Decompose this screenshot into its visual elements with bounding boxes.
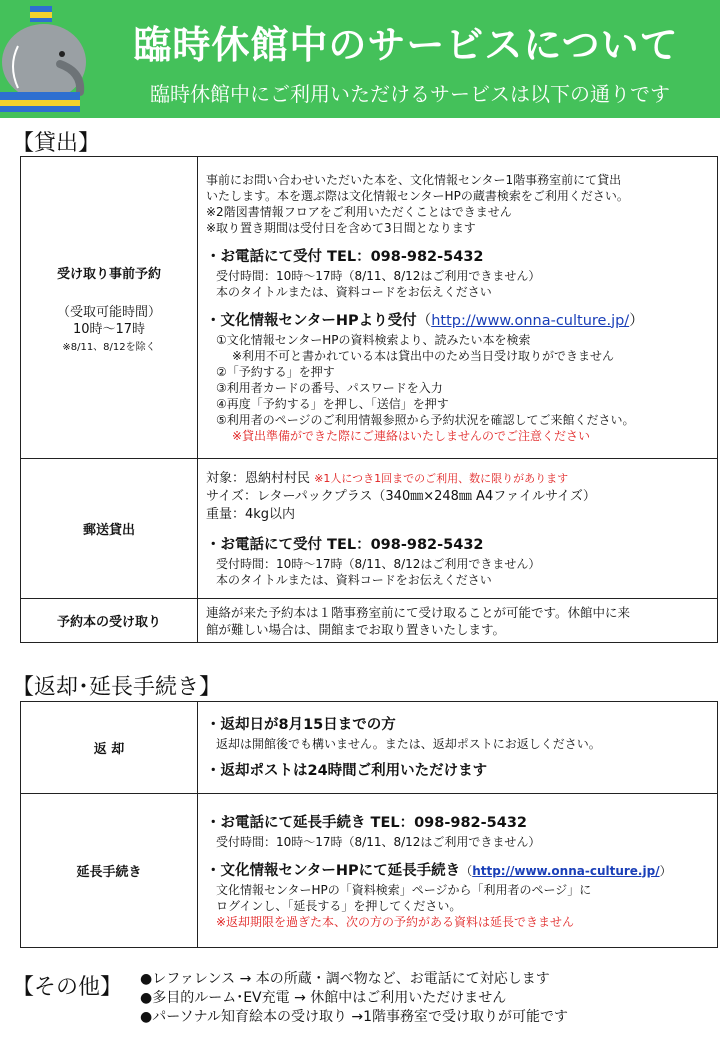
pickup-text: 連絡が来た予約本は１階事務室前にて受け取ることが可能です。休館中に来	[206, 604, 631, 620]
mail-target-text: 対象：恩納村村民	[206, 470, 311, 486]
return-title: ・返却日が8月15日までの方	[206, 716, 396, 733]
header-banner	[0, 0, 720, 118]
reserve-step: ⑤利用者のページのご利用情報参照から予約状況を確認してご来館ください。	[216, 412, 635, 427]
reserve-phone-hours: 受付時間：10時～17時（8/11、8/12はご利用できません）	[216, 268, 541, 283]
table-row	[21, 702, 718, 794]
paren: ）	[659, 863, 672, 878]
reserve-step: ③利用者カードの番号、パスワードを入力	[216, 380, 443, 395]
list-item: ●パーソナル知育絵本の受け取り →1階事務室で受け取りが可能です	[140, 1009, 569, 1025]
paren: （	[416, 312, 432, 329]
paren: （	[460, 863, 473, 878]
reserve-hp-title	[206, 310, 711, 332]
table-row	[21, 794, 718, 948]
lending-table	[20, 156, 718, 643]
extend-hp-title-text: ・文化情報センターHPにて延長手続き	[206, 862, 461, 879]
return-text: 返却は開館後でも構いません。または、返却ポストにお返しください。	[216, 736, 601, 751]
pickup-content-cell	[198, 599, 718, 643]
mail-label-cell	[21, 459, 198, 599]
reserve-intro-line: ※2階図書情報フロアをご利用いただくことはできません	[206, 204, 512, 219]
extend-hp-title	[206, 860, 711, 882]
extend-phone-title: ・お電話にて延長手続き TEL：098-982-5432	[206, 814, 528, 831]
reserve-step-note: ※利用不可と書かれている本は貸出中のため当日受け取りができません	[232, 348, 615, 363]
list-item: ●レファレンス → 本の所蔵・調べ物など、お電話にて対応します	[140, 971, 550, 987]
pickup-text: 館が難しい場合は、開館までお取り置きいたします。	[206, 621, 506, 637]
extend-hp-text: 文化情報センターHPの「資料検索」ページから「利用者のページ」に	[216, 882, 592, 897]
mail-content-cell	[198, 459, 718, 599]
reserve-hours: 10時～17時	[72, 321, 146, 337]
extend-label: 延長手続き	[76, 865, 142, 880]
extend-phone-hours: 受付時間：10時～17時（8/11、8/12はご利用できません）	[216, 834, 541, 849]
paren: ）	[629, 312, 644, 329]
mail-target	[206, 470, 711, 488]
pickup-label: 予約本の受け取り	[56, 615, 161, 630]
reserve-intro-line: 事前にお問い合わせいただいた本を、文化情報センター1階事務室前にて貸出	[206, 172, 622, 187]
extend-red-note: ※返却期限を過ぎた本、次の方の予約がある資料は延長できません	[216, 914, 575, 929]
return-label: 返 却	[93, 742, 125, 757]
other-heading: 【その他】	[12, 975, 123, 1000]
pickup-label-cell	[21, 599, 198, 643]
return-label-cell	[21, 702, 198, 794]
mail-target-note: ※1人につき1回までのご利用、数に限りがあります	[314, 471, 569, 485]
returns-table	[20, 701, 718, 948]
reserve-label-cell	[21, 157, 198, 459]
mail-phone-note: 本のタイトルまたは、資料コードをお伝えください	[216, 572, 492, 587]
lending-heading: 【貸出】	[12, 131, 101, 156]
reserve-red-note: ※貸出準備ができた際にご連絡はいたしませんのでご注意ください	[232, 428, 591, 443]
mail-label: 郵送貸出	[82, 523, 135, 538]
reserve-step: ①文化情報センターHPの資料検索より、読みたい本を検索	[216, 332, 531, 347]
reserve-hours-note: ※8/11、8/12を除く	[62, 341, 156, 353]
return-post-title: ・返却ポストは24時間ご利用いただけます	[206, 762, 488, 779]
reserve-intro-line: ※取り置き期間は受付日を含めて3日間となります	[206, 220, 476, 235]
reserve-phone-title: ・お電話にて受付 TEL：098-982-5432	[206, 248, 484, 265]
mail-size: サイズ：レターパックプラス（340㎜×248㎜ A4ファイルサイズ）	[206, 488, 596, 504]
page-title: 臨時休館中のサービスについて	[133, 23, 679, 67]
extend-label-cell	[21, 794, 198, 948]
table-row	[21, 599, 718, 643]
return-content-cell	[198, 702, 718, 794]
table-row	[21, 157, 718, 459]
page-subtitle: 臨時休館中にご利用いただけるサービスは以下の通りです	[150, 82, 670, 106]
table-row	[21, 459, 718, 599]
onna-culture-link[interactable]: http://www.onna-culture.jp/	[431, 312, 630, 329]
reserve-phone-note: 本のタイトルまたは、資料コードをお伝えください	[216, 284, 492, 299]
reserve-hp-title-text: ・文化情報センターHPより受付	[206, 312, 417, 329]
other-list	[140, 970, 568, 1027]
reserve-hours-heading: （受取可能時間）	[56, 304, 161, 320]
extend-content-cell	[198, 794, 718, 948]
extend-hp-text: ログインし、「延長する」を押してください。	[216, 898, 462, 913]
reserve-intro-line: いたします。本を選ぶ際は文化情報センターHPの蔵書検索をご利用ください。	[206, 188, 629, 203]
mail-phone-hours: 受付時間：10時～17時（8/11、8/12はご利用できません）	[216, 556, 541, 571]
mail-phone-title: ・お電話にて受付 TEL：098-982-5432	[206, 536, 484, 553]
elephant-mascot-icon	[0, 2, 96, 118]
reserve-label: 受け取り事前予約	[56, 266, 161, 282]
mail-weight: 重量：4kg以内	[206, 506, 296, 522]
onna-culture-link[interactable]: http://www.onna-culture.jp/	[472, 863, 660, 878]
reserve-step: ②「予約する」を押す	[216, 364, 335, 379]
reserve-content-cell	[198, 157, 718, 459]
list-item: ●多目的ルーム･EV充電 → 休館中はご利用いただけません	[140, 990, 507, 1006]
reserve-step: ④再度「予約する」を押し、「送信」を押す	[216, 396, 449, 411]
returns-heading: 【返却･延長手続き】	[12, 675, 222, 700]
